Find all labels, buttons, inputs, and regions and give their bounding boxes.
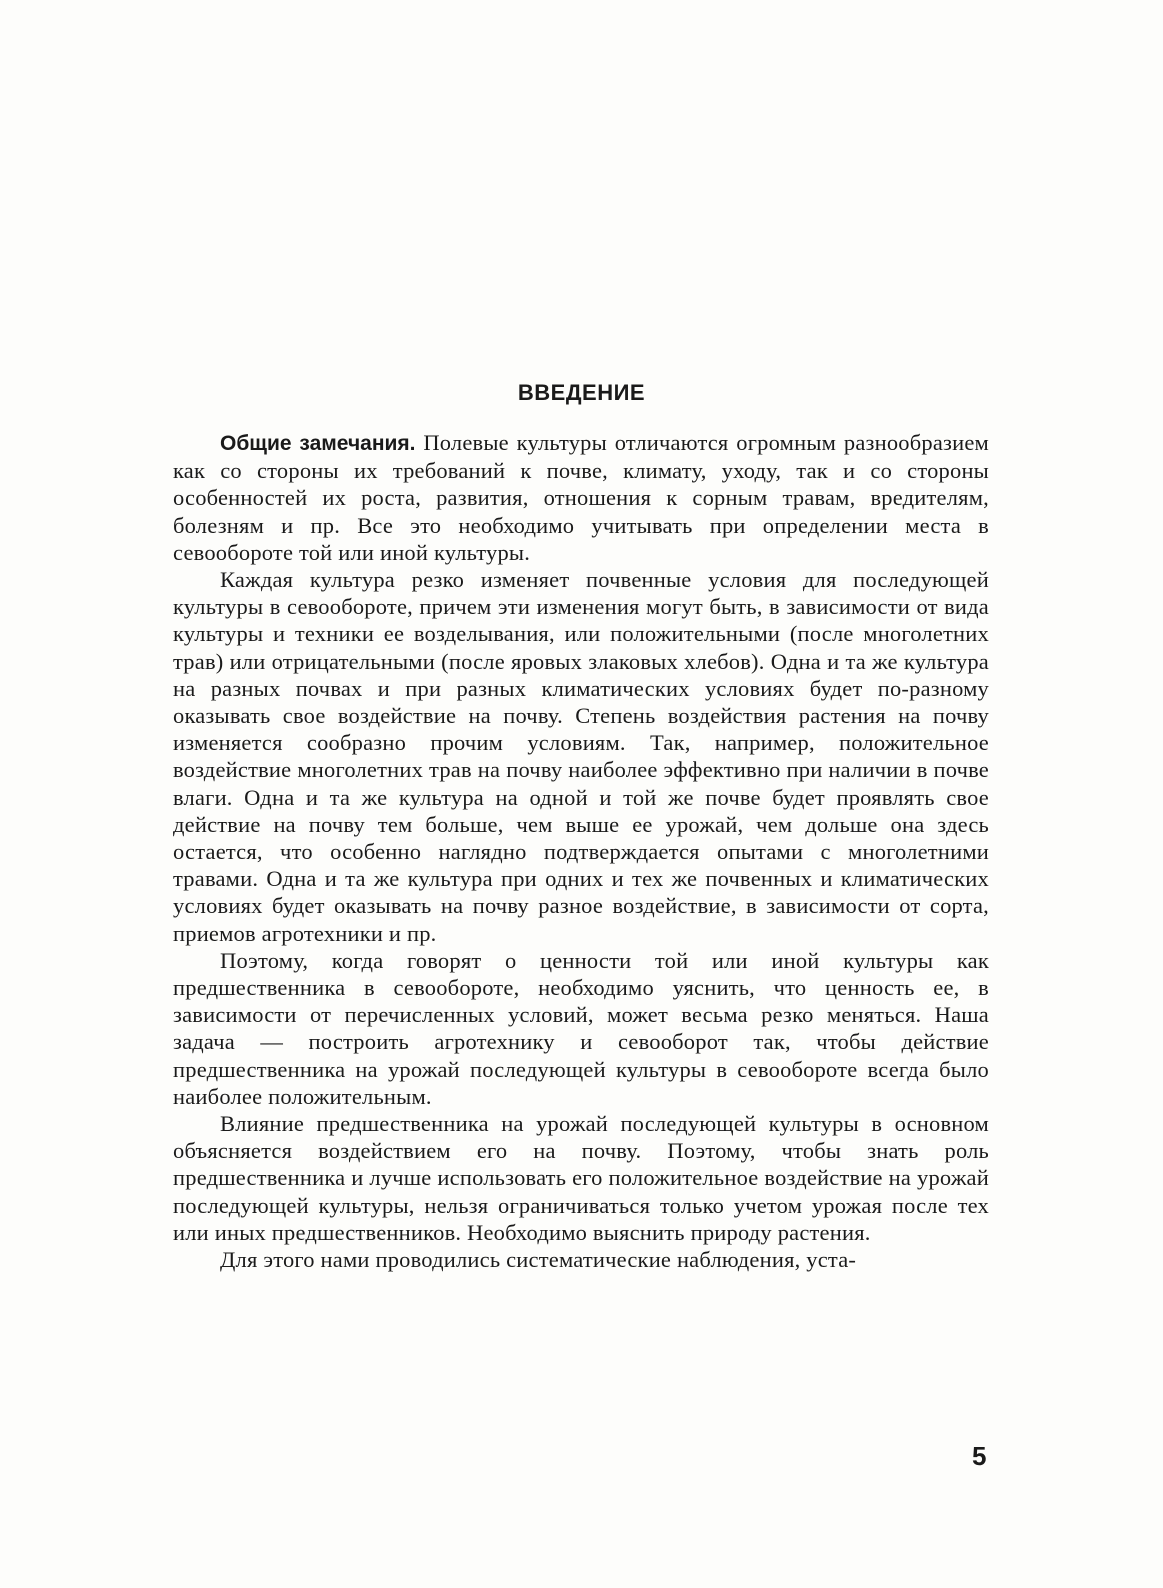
chapter-heading: ВВЕДЕНИЕ [517, 380, 646, 405]
paragraph-general-remarks [173, 429, 989, 566]
paragraph: Каждая культура резко изменяет почвенные условия для последующей культуры в севообороте, причем эти изменения могут быть, в зависимости от вида культуры и техники ее возделывания, или положительными (после многолетних трав) или отрицательными (после яровых злаковых хлебов). Одна и та же культура на разных почвах и при разных климатических условиях будет по-разному оказывать свое воздействие на почву. Степень воздействия растения на почву изменяется сообразно прочим условиям. Так, например, положительное воздействие многолетних трав на почву наиболее эффективно при наличии в почве влаги. Одна и та же культура на одной и той же почве будет проявлять свое действие на почву тем больше, чем выше ее урожай, чем дольше она здесь остается, что особенно наглядно подтверждается опытами с многолетними травами. Одна и та же культура при одних и тех же почвенных и климатических условиях будет оказывать на почву разное воздействие, в зависимости от сорта, приемов агротехники и пр. [173, 567, 989, 946]
paragraph-text: Полевые культуры отличаются огромным разнообразием как со стороны их требований к почве, климату, уходу, так и со стороны особенностей их роста, развития, отношения к сорным травам, вредителям, болезням и пр. Все это необходимо учитывать при определении места в севообороте той или иной культуры. [173, 430, 989, 565]
paragraph: Влияние предшественника на урожай последующей культуры в основном объясняется воздействием его на почву. Поэтому, чтобы знать роль предшественника и лучше использовать его положительное воздействие на урожай последующей культуры, нельзя ограничиваться только учетом урожая после тех или иных предшественников. Необходимо выяснить природу растения. [173, 1111, 989, 1245]
paragraph: Поэтому, когда говорят о ценности той или иной культуры как предшественника в севообороте, необходимо уяснить, что ценность ее, в зависимости от перечисленных условий, может весьма резко меняться. Наша задача — построить агротехнику и севооборот так, чтобы действие предшественника на урожай последующей культуры в севообороте всегда было наиболее положительным. [173, 947, 989, 1109]
body-text [173, 429, 989, 1273]
paragraph-lead: Общие замечания. [220, 432, 416, 455]
paragraph: Для этого нами проводились систематические наблюдения, уста- [220, 1247, 857, 1273]
page-number: 5 [972, 1441, 987, 1471]
